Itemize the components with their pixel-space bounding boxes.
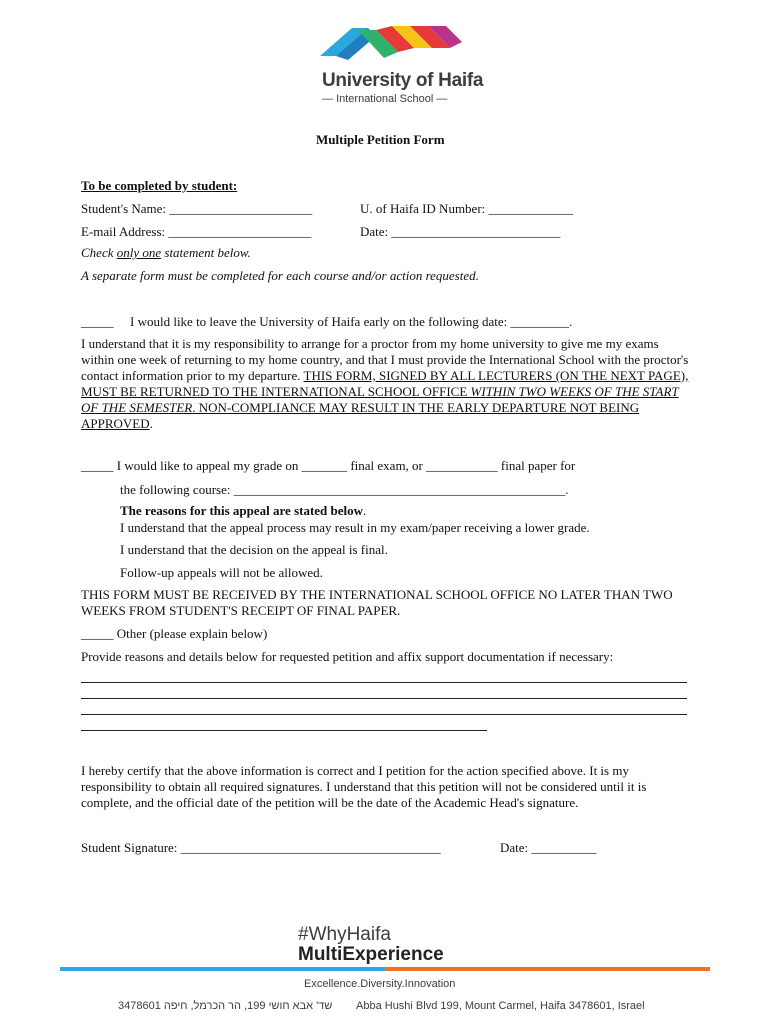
appeal-reason-3: Follow-up appeals will not be allowed.	[120, 565, 323, 580]
check-emphasis: only one	[116, 245, 162, 260]
email-row	[81, 224, 311, 240]
signature-field[interactable]: ________________________________________	[180, 840, 441, 855]
option1-body	[81, 336, 691, 432]
option-appeal-line1[interactable]: _____ I would like to appeal my grade on _______ final exam, or ___________ final paper for	[81, 458, 576, 473]
school-subtitle	[322, 93, 447, 105]
email-field[interactable]: ______________________	[168, 224, 312, 239]
provide-reasons-text: Provide reasons and details below for requested petition and affix support documentation if necessary:	[81, 649, 614, 664]
explanation-line-2[interactable]	[81, 698, 687, 699]
university-name: University of Haifa	[322, 70, 484, 91]
explanation-line-1[interactable]	[81, 682, 687, 683]
check-instruction	[81, 245, 251, 261]
footer-address-english: Abba Hushi Blvd 199, Mount Carmel, Haifa 3478601, Israel	[356, 1000, 645, 1012]
email-label: E-mail Address:	[81, 224, 166, 239]
footer-color-bar	[60, 967, 710, 971]
date-label: Date:	[360, 224, 389, 239]
signature-date-field[interactable]: __________	[531, 840, 597, 855]
option1-body-end: .	[149, 416, 153, 431]
signature-date-label: Date:	[500, 840, 529, 855]
option1-check-blank[interactable]: _____	[81, 314, 114, 329]
option1-text: I would like to leave the University of Haifa early on the following date:	[130, 314, 508, 329]
section-heading: To be completed by student:	[81, 178, 238, 193]
reasons-heading-text: The reasons for this appeal are stated below	[120, 503, 364, 518]
id-label: U. of Haifa ID Number:	[360, 201, 486, 216]
student-name-field[interactable]: ______________________	[169, 201, 313, 216]
subtitle-dash-right: —	[433, 93, 448, 105]
appeal-notice: THIS FORM MUST BE RECEIVED BY THE INTERNATIONAL SCHOOL OFFICE NO LATER THAN TWO WEEKS FROM STUDENT'S RECEIPT OF FINAL PAPER.	[81, 587, 673, 618]
date-row	[360, 224, 560, 240]
university-logo-mark	[318, 22, 464, 66]
date-field[interactable]: __________________________	[391, 224, 561, 239]
option1-date-blank[interactable]: _________.	[510, 314, 573, 329]
footer-tagline: Excellence.Diversity.Innovation	[304, 978, 456, 990]
check-suffix: statement below.	[161, 245, 251, 260]
student-name-label: Student's Name:	[81, 201, 167, 216]
form-title: Multiple Petition Form	[316, 132, 445, 147]
option-early-leave	[81, 314, 572, 330]
id-field[interactable]: _____________	[488, 201, 574, 216]
school-name: International School	[336, 93, 434, 105]
signature-row	[81, 840, 441, 856]
id-row	[360, 201, 573, 217]
option-appeal-line2[interactable]: the following course: ___________________________________________________.	[120, 482, 569, 497]
signature-date-row	[500, 840, 596, 856]
explanation-line-4[interactable]	[81, 730, 487, 731]
footer-bar-orange	[385, 967, 710, 971]
appeal-reason-1: I understand that the appeal process may result in my exam/paper receiving a lower grade.	[120, 520, 590, 535]
appeal-reason-2: I understand that the decision on the appeal is final.	[120, 542, 388, 557]
footer-hashtag: #WhyHaifa	[298, 924, 391, 945]
footer-bar-blue	[60, 967, 385, 971]
option1-body-text: I understand that it is my responsibility to arrange for a proctor from my home university to give me my exams within one week of returning to my home country, and that I must provide the International School with the proctor's contact information prior to my departure.	[81, 336, 689, 383]
option1-underlined-1: THIS FORM, SIGNED BY ALL LECTURERS (ON THE NEXT PAGE), MUST BE RETURNED TO THE INTERNATIONAL SCHOOL OFFICE	[81, 368, 689, 399]
footer-address-hebrew: שד' אבא חושי 199, הר הכרמל, חיפה 3478601	[118, 1000, 333, 1012]
student-name-row	[81, 201, 312, 217]
option-other[interactable]: _____ Other (please explain below)	[81, 626, 268, 641]
option1-underlined-2: . NON-COMPLIANCE MAY RESULT IN THE EARLY DEPARTURE NOT BEING APPROVED	[81, 400, 640, 431]
separate-form-note: A separate form must be completed for each course and/or action requested.	[81, 268, 479, 283]
subtitle-dash-left: —	[322, 93, 337, 105]
signature-label: Student Signature:	[81, 840, 178, 855]
option1-underlined-italic: WITHIN TWO WEEKS OF THE START OF THE SEMESTER	[81, 384, 679, 415]
footer-brand: MultiExperience	[298, 944, 444, 965]
certification-text: I hereby certify that the above information is correct and I petition for the action specified above. It is my responsibility to obtain all required signatures. I understand that this petition will not be considered until it is complete, and the official date of the petition will be the date of the Academic Head's signature.	[81, 763, 647, 810]
reasons-heading-end: .	[363, 503, 367, 518]
check-prefix: Check	[81, 245, 117, 260]
appeal-reasons-heading	[120, 503, 366, 519]
explanation-line-3[interactable]	[81, 714, 687, 715]
